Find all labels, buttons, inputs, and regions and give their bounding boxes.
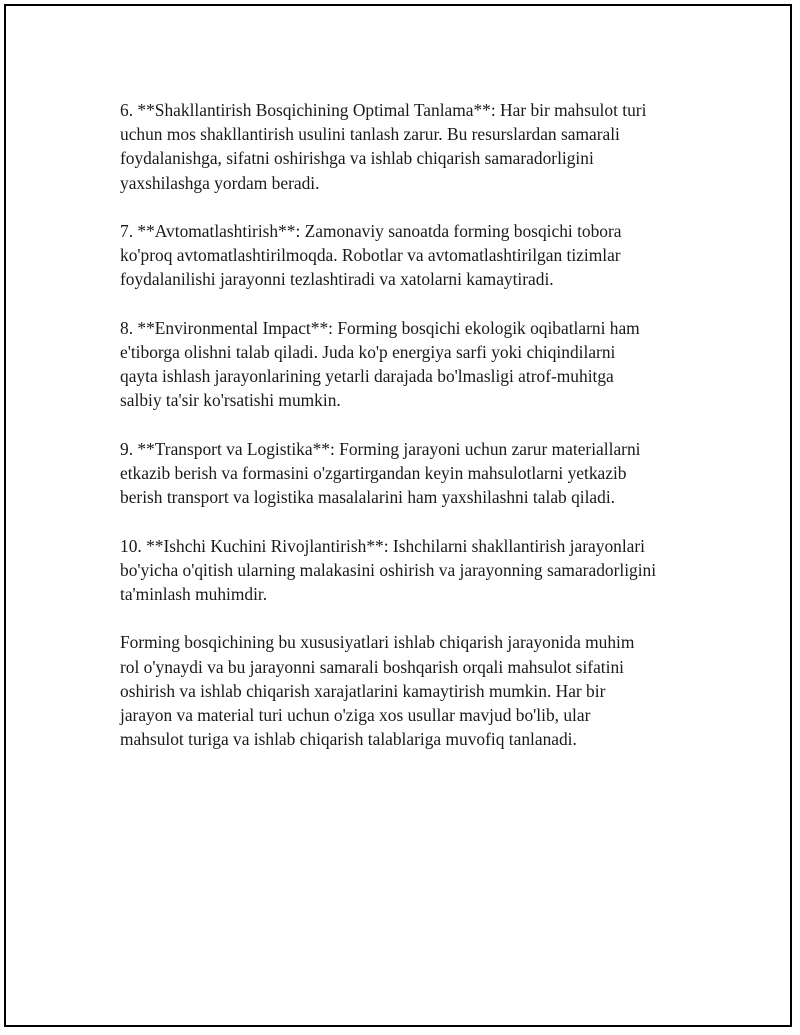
- document-page: [4, 4, 792, 1027]
- paragraph-item-7: 7. **Avtomatlashtirish**: Zamonaviy sanoatda forming bosqichi tobora ko'proq avtomatlashtirilmoqda. Robotlar va avtomatlashtirilgan tizimlar foydalanilishi jarayonni tezlashtiradi va xatolarni kamaytiradi.: [120, 221, 622, 290]
- paragraph-item-9: 9. **Transport va Logistika**: Forming jarayoni uchun zarur materiallarni etkazib berish va formasini o'zgartirgandan keyin mahsulotlarni yetkazib berish transport va logistika masalalarini ham yaxshilashni talab qiladi.: [120, 438, 641, 508]
- paragraph-item-6: 6. **Shakllantirish Bosqichining Optimal Tanlama**: Har bir mahsulot turi uchun mos shakllantirish usulini tanlash zarur. Bu resurslardan samarali foydalanishga, sifatni oshirishga va ishlab chiqarish samaradorligini yaxshilashga yordam beradi.: [120, 100, 647, 193]
- document-body: [120, 98, 700, 776]
- paragraph-item-10: 10. **Ishchi Kuchini Rivojlantirish**: Ishchilarni shakllantirish jarayonlari bo'yicha o'qitish ularning malakasini oshirish va jarayonning samaradorligini ta'minlash muhimdir.: [120, 535, 657, 604]
- paragraph-item-8: 8. **Environmental Impact**: Forming bosqichi ekologik oqibatlarni ham e'tiborga olishni talab qiladi. Juda ko'p energiya sarfi yoki chiqindilarni qayta ishlash jarayonlarining yetarli darajada bo'lmasligi atrof-muhitga salbiy ta'sir ko'rsatishi mumkin.: [120, 317, 640, 411]
- paragraph-conclusion: Forming bosqichining bu xususiyatlari ishlab chiqarish jarayonida muhim rol o'ynaydi va bu jarayonni samarali boshqarish orqali mahsulot sifatini oshirish va ishlab chiqarish xarajatlarini kamaytirish mumkin. Har bir jarayon va material turi uchun o'ziga xos usullar mavjud bo'lib, ular mahsulot turiga va ishlab chiqarish talablariga muvofiq tanlanadi.: [120, 632, 635, 750]
